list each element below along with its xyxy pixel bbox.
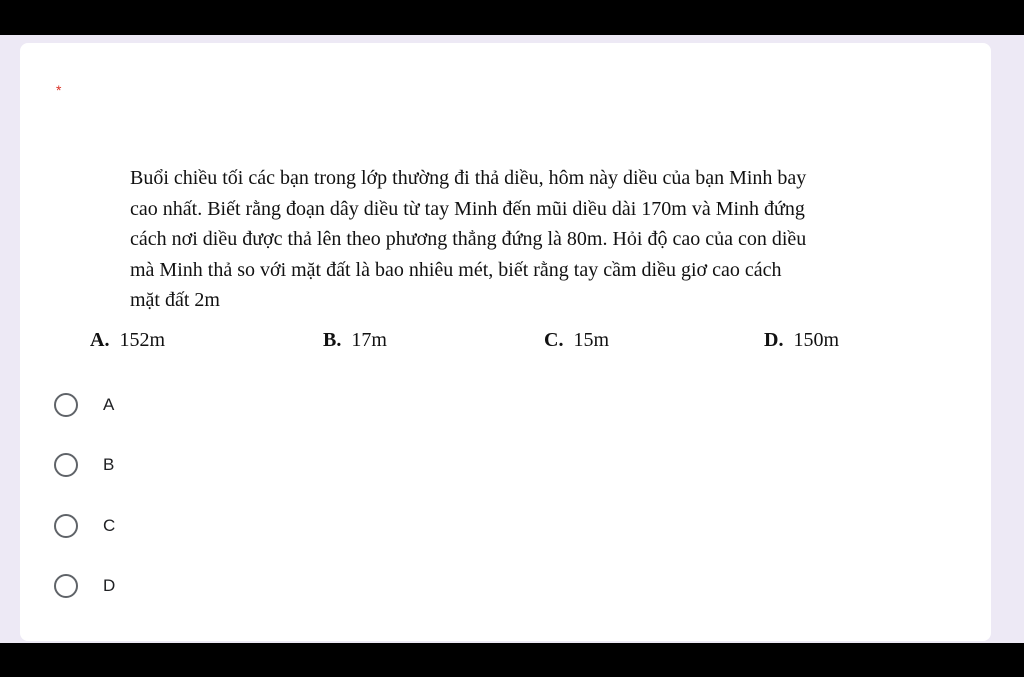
option-label[interactable]: D [103, 576, 116, 595]
radio-button-b[interactable] [54, 453, 78, 477]
question-text [130, 163, 960, 316]
radio-button-d[interactable] [54, 574, 78, 598]
question-line: mặt đất 2m [130, 289, 220, 311]
choice-value: 17m [351, 329, 387, 351]
question-line: cách nơi diều được thả lên theo phương thẳng đứng là 80m. Hỏi độ cao của con diều [130, 228, 807, 250]
choice-value: 150m [793, 329, 840, 351]
form-background [0, 35, 1024, 643]
choice-c [544, 329, 609, 352]
choice-letter: C. [544, 329, 564, 351]
choice-a [90, 329, 165, 352]
radio-button-c[interactable] [54, 514, 78, 538]
choice-b [323, 329, 387, 352]
choice-letter: D. [764, 329, 784, 351]
option-b[interactable] [54, 450, 114, 480]
answer-choices [90, 329, 970, 357]
question-line: Buổi chiều tối các bạn trong lớp thường đi thả diều, hôm này diều của bạn Minh bay [130, 167, 807, 189]
option-d[interactable] [54, 571, 115, 601]
question-card [20, 43, 991, 641]
required-asterisk: * [56, 82, 62, 98]
option-c[interactable] [54, 511, 115, 541]
question-line: cao nhất. Biết rằng đoạn dây diều từ tay Minh đến mũi diều dài 170m và Minh đứng [130, 197, 805, 220]
option-label[interactable]: C [103, 516, 116, 535]
radio-button-a[interactable] [54, 393, 78, 417]
option-label[interactable]: B [103, 455, 115, 474]
choice-value: 15m [573, 329, 610, 351]
choice-value: 152m [119, 329, 166, 351]
question-line: mà Minh thả so với mặt đất là bao nhiêu mét, biết rằng tay cầm diều giơ cao cách [130, 258, 782, 281]
choice-letter: A. [90, 329, 110, 351]
option-label[interactable]: A [103, 395, 115, 414]
option-a[interactable] [54, 390, 114, 420]
choice-d [764, 329, 839, 352]
choice-letter: B. [323, 329, 342, 351]
